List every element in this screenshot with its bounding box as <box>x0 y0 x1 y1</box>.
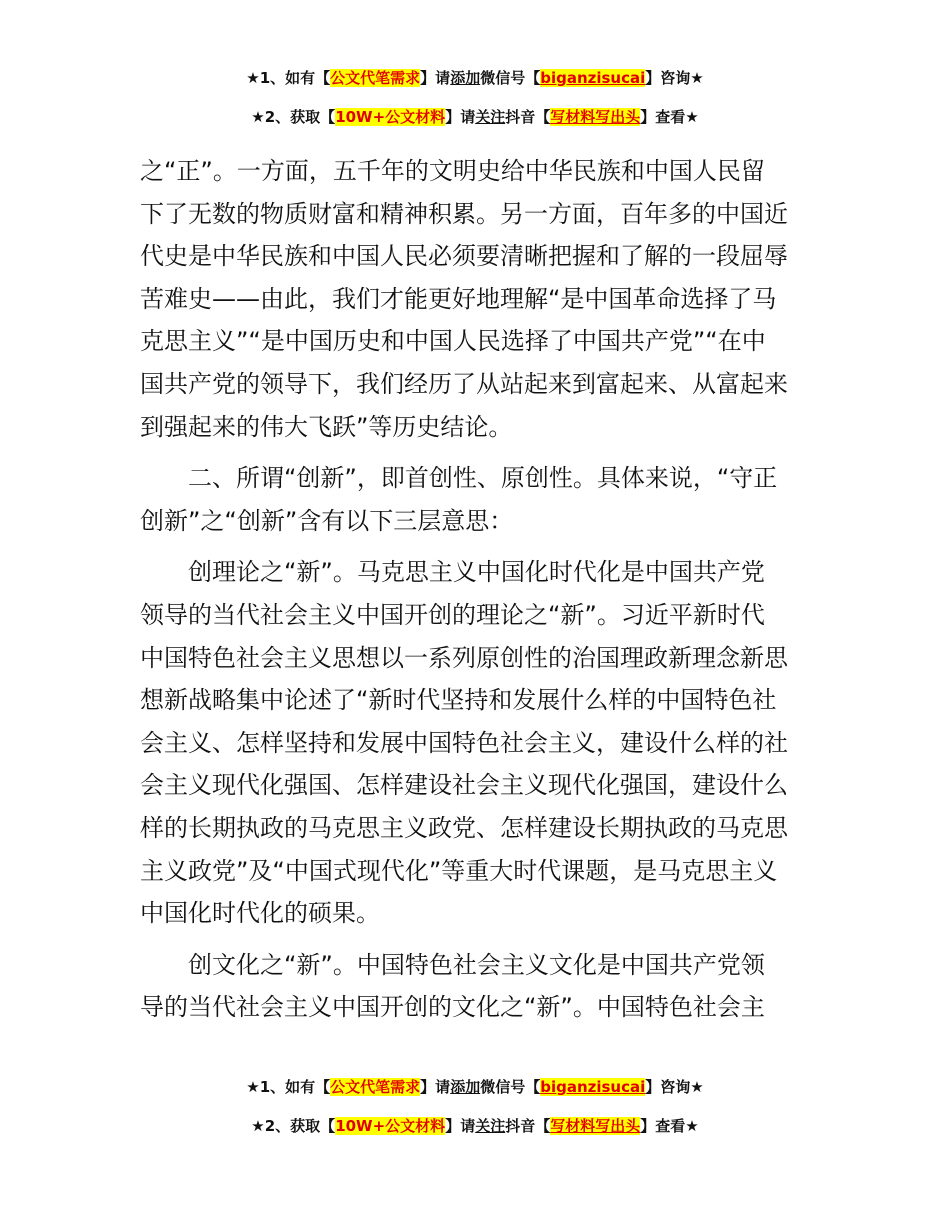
text-line: 导的当代社会主义中国开创的文化之“新”。中国特色社会主 <box>140 993 765 1022</box>
promo-prefix: ★2、获取【 <box>251 1117 336 1135</box>
promo-wechat-id: biganzisucai <box>540 69 646 87</box>
promo-underline-follow: 关注 <box>475 1117 506 1135</box>
text-line: 到强起来的伟大飞跃”等历史结论。 <box>140 412 513 441</box>
promo-underline-add: 添加 <box>450 69 481 87</box>
promo-highlight-service: 公文代笔需求 <box>330 69 421 87</box>
promo-highlight-service: 公文代笔需求 <box>330 1078 421 1096</box>
header-promo-line-2 <box>0 107 950 127</box>
promo-wechat-id: biganzisucai <box>540 1078 646 1096</box>
text-line: 样的长期执政的马克思主义政党、怎样建设长期执政的马克思 <box>140 813 788 842</box>
promo-prefix: ★1、如有【 <box>246 1078 331 1096</box>
promo-text: 微信号【 <box>480 1078 541 1096</box>
promo-text: 抖音【 <box>505 1117 551 1135</box>
paragraph-3 <box>140 551 812 934</box>
text-line: 领导的当代社会主义中国开创的理论之“新”。习近平新时代 <box>140 600 765 629</box>
promo-underline-add: 添加 <box>450 1078 481 1096</box>
text-line: 会主义现代化强国、怎样建设社会主义现代化强国，建设什么 <box>140 771 788 800</box>
text-line: 会主义、怎样坚持和发展中国特色社会主义，建设什么样的社 <box>140 728 788 757</box>
promo-prefix: ★1、如有【 <box>246 69 331 87</box>
text-line: 中国特色社会主义思想以一系列原创性的治国理政新理念新思 <box>140 643 788 672</box>
header-promo-line-1 <box>0 68 950 88</box>
text-line: 苦难史——由此，我们才能更好地理解“是中国革命选择了马 <box>140 284 777 313</box>
promo-suffix: 】查看★ <box>640 108 699 126</box>
promo-suffix: 】咨询★ <box>645 69 704 87</box>
promo-underline-follow: 关注 <box>475 108 506 126</box>
text-line: 代史是中华民族和中国人民必须要清晰把握和了解的一段屈辱 <box>140 242 788 271</box>
promo-highlight-materials: 10W+公文材料 <box>335 1117 446 1135</box>
text-line: 中国化时代化的硕果。 <box>140 899 380 928</box>
text-line: 创文化之“新”。中国特色社会主义文化是中国共产党领 <box>188 950 765 979</box>
text-line: 二、所谓“创新”，即首创性、原创性。具体来说，“守正 <box>188 464 778 493</box>
text-line: 克思主义”“是中国历史和中国人民选择了中国共产党”“在中 <box>140 327 766 356</box>
promo-douyin-account: 写材料写出头 <box>550 108 641 126</box>
text-line: 之“正”。一方面，五千年的文明史给中华民族和中国人民留 <box>140 157 765 185</box>
promo-suffix: 】查看★ <box>640 1117 699 1135</box>
document-body <box>140 150 812 1029</box>
paragraph-1 <box>140 150 812 448</box>
footer-promo-line-2 <box>0 1116 950 1136</box>
promo-text: 】请 <box>420 69 451 87</box>
text-line: 创理论之“新”。马克思主义中国化时代化是中国共产党 <box>188 558 765 587</box>
promo-text: 】请 <box>420 1078 451 1096</box>
promo-suffix: 】咨询★ <box>645 1078 704 1096</box>
promo-douyin-account: 写材料写出头 <box>550 1117 641 1135</box>
footer-promo-line-1 <box>0 1077 950 1097</box>
text-line: 主义政党”及“中国式现代化”等重大时代课题，是马克思主义 <box>140 856 778 885</box>
paragraph-4 <box>140 944 812 1029</box>
text-line: 想新战略集中论述了“新时代坚持和发展什么样的中国特色社 <box>140 686 777 715</box>
text-line: 创新”之“创新”含有以下三层意思： <box>140 506 514 535</box>
text-line: 国共产党的领导下，我们经历了从站起来到富起来、从富起来 <box>140 369 788 398</box>
text-line: 下了无数的物质财富和精神积累。另一方面，百年多的中国近 <box>140 199 788 228</box>
promo-highlight-materials: 10W+公文材料 <box>335 108 446 126</box>
promo-prefix: ★2、获取【 <box>251 108 336 126</box>
promo-text: 微信号【 <box>480 69 541 87</box>
promo-text: 】请 <box>445 108 476 126</box>
promo-text: 抖音【 <box>505 108 551 126</box>
promo-text: 】请 <box>445 1117 476 1135</box>
paragraph-2 <box>140 457 812 542</box>
